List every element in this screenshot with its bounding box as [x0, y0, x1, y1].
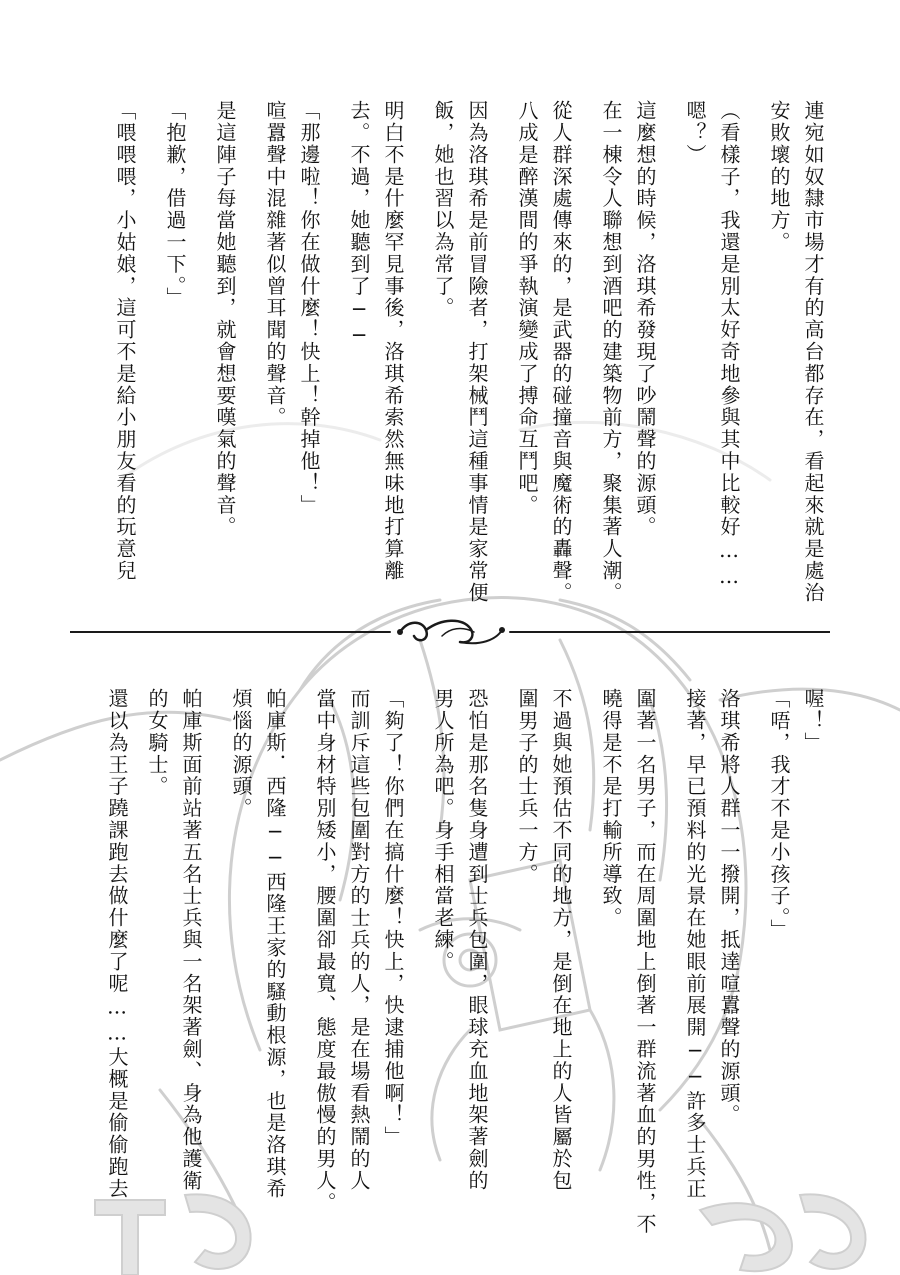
text-column: 接著，早已預料的光景在她眼前展開──許多士兵正	[683, 688, 707, 1200]
text-column: 圍著一名男子，而在周圍地上倒著一群流著血的男性，不	[633, 688, 657, 1236]
text-column: 嗯？）	[683, 100, 707, 166]
text-column: 圍男子的士兵一方。	[515, 688, 539, 886]
text-column: 因為洛琪希是前冒險者，打架械鬥這種事情是家常便	[465, 100, 489, 604]
text-column: 而訓斥這些包圍對方的士兵的人，是在場看熱鬧的人	[347, 688, 371, 1192]
text-column: 「喂喂喂，小姑娘，這可不是給小朋友看的玩意兒	[113, 100, 137, 582]
text-column: 這麼想的時候，洛琪希發現了吵鬧聲的源頭。	[633, 100, 657, 538]
text-column: 煩惱的源頭。	[229, 688, 253, 820]
text-column: 飯，她也習以為常了。	[431, 100, 455, 319]
text-column: 安敗壞的地方。	[767, 100, 791, 254]
scene-divider	[70, 612, 830, 652]
text-column: 「那邊啦！你在做什麼！快上！幹掉他！」	[297, 100, 321, 517]
text-column: 明白不是什麼罕見事後，洛琪希索然無味地打算離	[381, 100, 405, 582]
text-column: 洛琪希將人群一一撥開，抵達喧囂聲的源頭。	[717, 688, 741, 1126]
text-column: 八成是醉漢間的爭執演變成了搏命互鬥吧。	[515, 100, 539, 517]
text-column: 不過與她預估不同的地方，是倒在地上的人皆屬於包	[549, 688, 573, 1192]
text-column: 「夠了！你們在搞什麼！快上，快逮捕他啊！」	[381, 688, 405, 1148]
text-column: 曉得是不是打輸所導致。	[599, 688, 623, 929]
text-column: 男人所為吧。身手相當老練。	[431, 688, 455, 973]
text-column: 恐怕是那名隻身遭到士兵包圍，眼球充血地架著劍的	[465, 688, 489, 1192]
text-column: 喧囂聲中混雜著似曾耳聞的聲音。	[263, 100, 287, 429]
text-column: 帕庫斯．西隆──西隆王家的騷動根源，也是洛琪希	[263, 688, 287, 1200]
text-column: 連宛如奴隸市場才有的高台都存在，看起來就是處治	[801, 100, 825, 604]
text-column: 「抱歉，借過一下。」	[163, 100, 187, 309]
text-column: 喔！」	[801, 688, 825, 754]
text-column: 去。不過，她聽到了──	[347, 100, 371, 349]
text-column: 當中身材特別矮小，腰圍卻最寬、態度最傲慢的男人。	[313, 688, 337, 1214]
text-column: 「唔，我才不是小孩子。」	[767, 688, 791, 941]
text-column: 帕庫斯面前站著五名士兵與一名架著劍、身為他護衛	[179, 688, 203, 1192]
text-column: 從人群深處傳來的，是武器的碰撞音與魔術的轟聲。	[549, 100, 573, 604]
text-column: 是這陣子每當她聽到，就會想要嘆氣的聲音。	[213, 100, 237, 538]
text-column: 的女騎士。	[145, 688, 169, 798]
text-column: （看樣子，我還是別太好奇地參與其中比較好……	[717, 100, 741, 590]
text-column: 在一棟令人聯想到酒吧的建築物前方，聚集著人潮。	[599, 100, 623, 604]
text-column: 還以為王子蹺課跑去做什麼了呢……大概是偷偷跑去	[105, 688, 129, 1200]
